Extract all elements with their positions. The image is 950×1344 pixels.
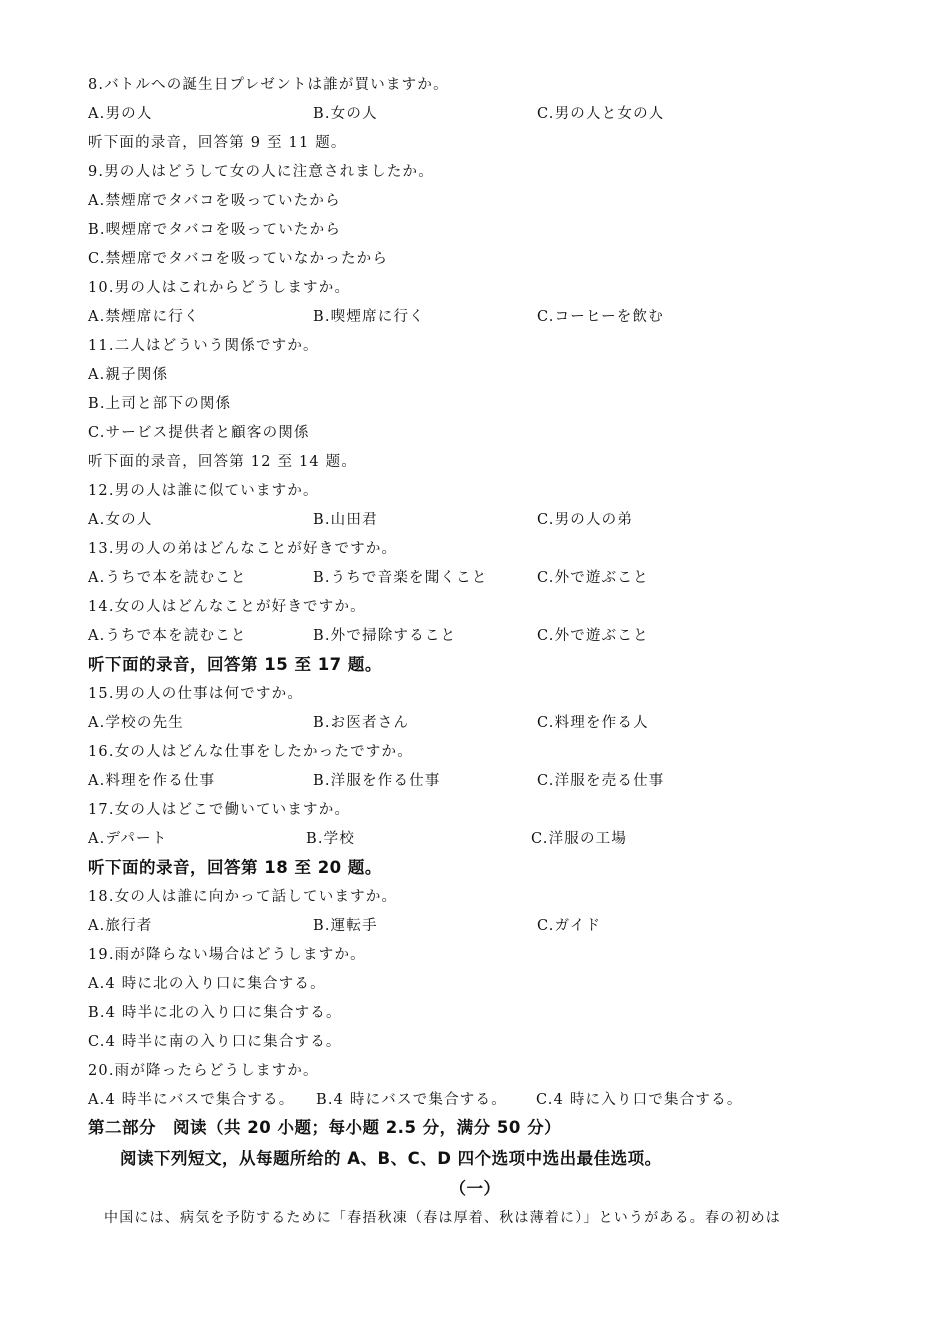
answer-option: A.女の人 — [88, 512, 153, 528]
question-line: A.禁煙席でタバコを吸っていたから — [88, 193, 341, 209]
question-line: C.サービス提供者と顧客の関係 — [88, 425, 310, 441]
passage-number: （一） — [449, 1179, 501, 1198]
answer-option: A.デパート — [88, 831, 168, 847]
answer-option: C.料理を作る人 — [537, 715, 649, 731]
question-line: 20.雨が降ったらどうしますか。 — [88, 1063, 319, 1079]
answer-option: A.学校の先生 — [88, 715, 184, 731]
section-heading: 第二部分 阅读（共 20 小题；每小题 2.5 分，满分 50 分） — [88, 1118, 562, 1137]
listening-instruction: 听下面的录音，回答第 15 至 17 题。 — [88, 655, 382, 674]
question-line: 听下面的录音，回答第 9 至 11 题。 — [88, 135, 347, 151]
answer-option: B.外で掃除すること — [313, 628, 457, 644]
answer-option: A.うちで本を読むこと — [88, 628, 247, 644]
question-line: 听下面的录音，回答第 12 至 14 题。 — [88, 454, 358, 470]
answer-option: A.4 時半にバスで集合する。 — [88, 1092, 295, 1108]
question-line: 16.女の人はどんな仕事をしたかったですか。 — [88, 744, 413, 760]
question-line: 18.女の人は誰に向かって話していますか。 — [88, 889, 398, 905]
answer-option: A.料理を作る仕事 — [88, 773, 216, 789]
answer-option: C.洋服を売る仕事 — [537, 773, 665, 789]
question-line: A.4 時に北の入り口に集合する。 — [88, 976, 326, 992]
question-line: 17.女の人はどこで働いていますか。 — [88, 802, 351, 818]
question-line: 13.男の人の弟はどんなことが好きですか。 — [88, 541, 398, 557]
answer-option: C.外で遊ぶこと — [537, 628, 649, 644]
answer-option: C.洋服の工場 — [531, 831, 628, 847]
question-line: 14.女の人はどんなことが好きですか。 — [88, 599, 366, 615]
answer-option: A.旅行者 — [88, 918, 153, 934]
answer-option: B.女の人 — [313, 106, 378, 122]
answer-option: C.男の人と女の人 — [537, 106, 665, 122]
question-line: B.上司と部下の関係 — [88, 396, 232, 412]
section-instruction: 阅读下列短文，从每题所给的 A、B、C、D 四个选项中选出最佳选项。 — [120, 1149, 662, 1168]
answer-option: C.ガイド — [537, 918, 602, 934]
answer-option: B.運転手 — [313, 918, 378, 934]
answer-option: A.男の人 — [88, 106, 153, 122]
answer-option: B.うちで音楽を聞くこと — [313, 570, 488, 586]
passage-first-line: 中国には、病気を予防するために「春捂秋凍（春は厚着、秋は薄着に）」というがある。春の初めは — [104, 1210, 781, 1226]
answer-option: C.男の人の弟 — [537, 512, 634, 528]
answer-option: B.4 時にバスで集合する。 — [316, 1092, 507, 1108]
question-line: 12.男の人は誰に似ていますか。 — [88, 483, 319, 499]
question-line: 15.男の人の仕事は何ですか。 — [88, 686, 304, 702]
answer-option: B.洋服を作る仕事 — [313, 773, 441, 789]
answer-option: C.コーヒーを飲む — [537, 309, 664, 325]
answer-option: B.お医者さん — [313, 715, 410, 731]
listening-instruction: 听下面的录音，回答第 18 至 20 题。 — [88, 858, 382, 877]
answer-option: B.山田君 — [313, 512, 378, 528]
question-line: C.禁煙席でタバコを吸っていなかったから — [88, 251, 389, 267]
question-line: B.喫煙席でタバコを吸っていたから — [88, 222, 342, 238]
question-line: 8.バトルへの誕生日プレゼントは誰が買いますか。 — [88, 77, 449, 93]
answer-option: B.学校 — [306, 831, 356, 847]
answer-option: A.うちで本を読むこと — [88, 570, 247, 586]
question-line: C.4 時半に南の入り口に集合する。 — [88, 1034, 342, 1050]
question-line: 9.男の人はどうして女の人に注意されましたか。 — [88, 164, 434, 180]
answer-option: B.喫煙席に行く — [313, 309, 425, 325]
answer-option: C.4 時に入り口で集合する。 — [536, 1092, 743, 1108]
answer-option: C.外で遊ぶこと — [537, 570, 649, 586]
answer-option: A.禁煙席に行く — [88, 309, 200, 325]
question-line: B.4 時半に北の入り口に集合する。 — [88, 1005, 342, 1021]
question-line: 10.男の人はこれからどうしますか。 — [88, 280, 351, 296]
question-line: 19.雨が降らない場合はどうしますか。 — [88, 947, 366, 963]
question-line: 11.二人はどういう関係ですか。 — [88, 338, 319, 354]
question-line: A.親子関係 — [88, 367, 169, 383]
